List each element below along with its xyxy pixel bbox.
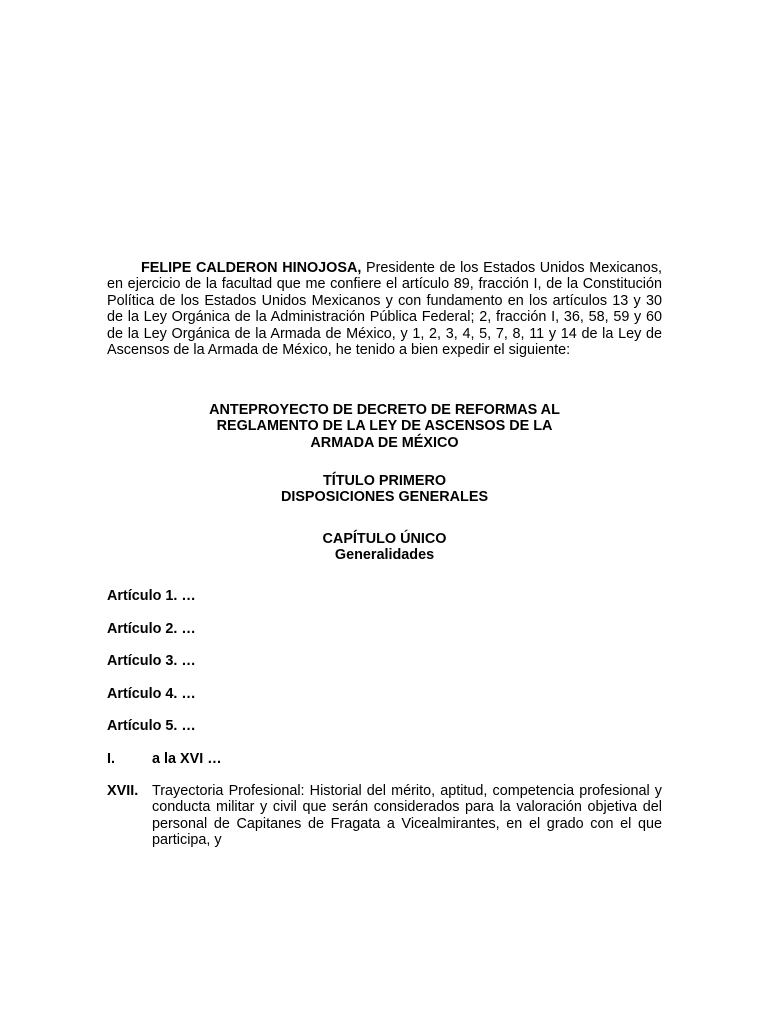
- article-4: Artículo 4. …: [107, 686, 196, 702]
- chapter-name: Generalidades: [334, 547, 435, 564]
- decree-title-line: ANTEPROYECTO DE DECRETO DE REFORMAS AL: [209, 402, 560, 418]
- fraction-number: XVII.: [107, 783, 139, 799]
- article-5: Artículo 5. …: [107, 718, 196, 734]
- title-number: TÍTULO PRIMERO: [322, 473, 447, 489]
- article-3: Artículo 3. …: [107, 653, 196, 669]
- decree-title: [107, 402, 662, 451]
- fraction-item: [107, 783, 662, 849]
- article-2: Artículo 2. …: [107, 621, 196, 637]
- fraction-number: I.: [107, 751, 115, 767]
- fraction-text: Trayectoria Profesional: Historial del mérito, aptitud, competencia profesional y conducta militar y civil que serán considerados para la valoración objetiva del personal de Capitanes de Fragata a Vicealmirantes, en el grado con el que participa, y: [152, 783, 662, 849]
- preamble-text: Presidente de los Estados Unidos Mexicanos, en ejercicio de la facultad que me confiere el artículo 89, fracción I, de la Constitución Política de los Estados Unidos Mexicanos y con fundamento en los artículos 13 y 30 de la Ley Orgánica de la Administración Pública Federal; 2, fracción I, 36, 58, 59 y 60 de la Ley Orgánica de la Armada de México, y 1, 2, 3, 4, 5, 7, 8, 11 y 14 de la Ley de Ascensos de la Armada de México, he tenido a bien expedir el siguiente:: [107, 260, 663, 359]
- fraction-text: a la XVI …: [152, 751, 222, 767]
- title-heading: [107, 473, 662, 506]
- preamble-paragraph: [107, 260, 662, 358]
- chapter-number: CAPÍTULO ÚNICO: [322, 531, 447, 547]
- decree-title-line: ARMADA DE MÉXICO: [310, 434, 459, 451]
- title-name: DISPOSICIONES GENERALES: [280, 489, 489, 506]
- article-1: Artículo 1. …: [107, 588, 196, 604]
- fraction-item: [107, 751, 662, 767]
- decree-title-line: REGLAMENTO DE LA LEY DE ASCENSOS DE LA: [216, 418, 553, 435]
- president-name: FELIPE CALDERON HINOJOSA,: [141, 260, 362, 276]
- chapter-heading: [107, 531, 662, 564]
